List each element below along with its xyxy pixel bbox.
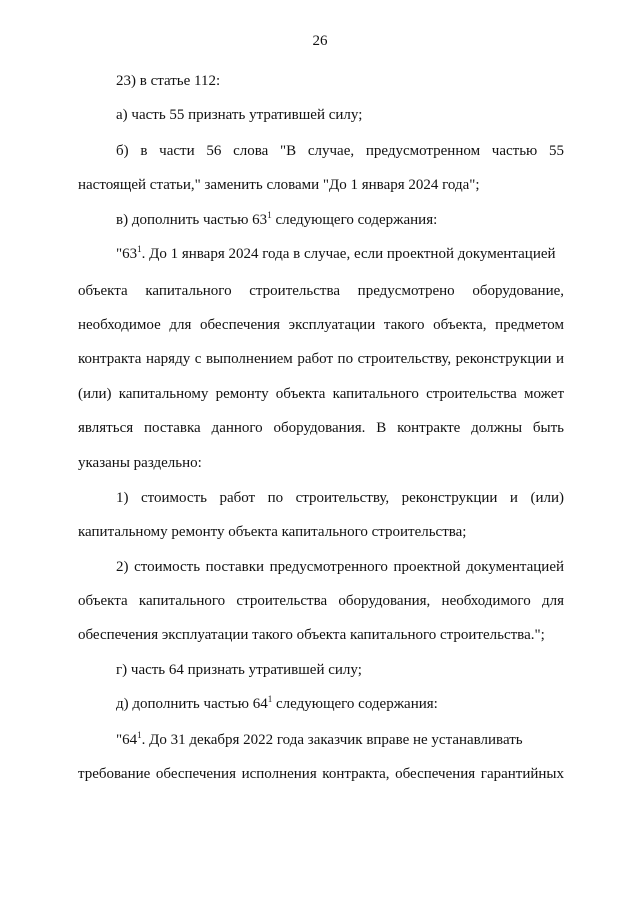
text-line: г) часть 64 признать утратившей силу; xyxy=(116,662,362,678)
text-line: обеспечения эксплуатации такого объекта капитального строительства."; xyxy=(78,627,545,643)
text-line: необходимое для обеспечения эксплуатации такого объекта, предметом xyxy=(78,317,564,333)
text-line: "$64^1$. До 31 декабря 2022 года заказчик вправе не устанавливать xyxy=(116,730,523,748)
text-line: а) часть 55 признать утратившей силу; xyxy=(116,107,363,123)
text-line: являться поставка данного оборудования. В контракте должны быть xyxy=(78,420,564,436)
text-line: объекта капитального строительства предусмотрено оборудование, xyxy=(78,283,564,299)
text-line: требование обеспечения исполнения контракта, обеспечения гарантийных xyxy=(78,766,564,782)
text-line: объекта капитального строительства оборудования, необходимого для xyxy=(78,593,564,609)
text-line: 1) стоимость работ по строительству, реконструкции и (или) xyxy=(116,490,564,506)
text-line: "$63^1$. До 1 января 2024 года в случае, если проектной документацией xyxy=(116,244,556,262)
page-number: 26 xyxy=(312,33,328,49)
text-line: б) в части 56 слова "В случае, предусмотренном частью 55 xyxy=(116,143,564,159)
text-line: (или) капитальному ремонту объекта капитального строительства может xyxy=(78,386,564,402)
text-line: д) дополнить частью $64^1$ следующего содержания: xyxy=(116,694,438,712)
text-line: капитальному ремонту объекта капитального строительства; xyxy=(78,524,467,540)
text-line: в) дополнить частью $63^1$ следующего содержания: xyxy=(116,210,438,228)
text-line: настоящей статьи," заменить словами "До 1 января 2024 года"; xyxy=(78,177,480,193)
text-line: контракта наряду с выполнением работ по строительству, реконструкции и xyxy=(78,351,564,367)
text-line: указаны раздельно: xyxy=(78,455,202,471)
text-line: 2) стоимость поставки предусмотренного проектной документацией xyxy=(116,559,564,575)
text-line: 23) в статье 112: xyxy=(116,73,221,89)
